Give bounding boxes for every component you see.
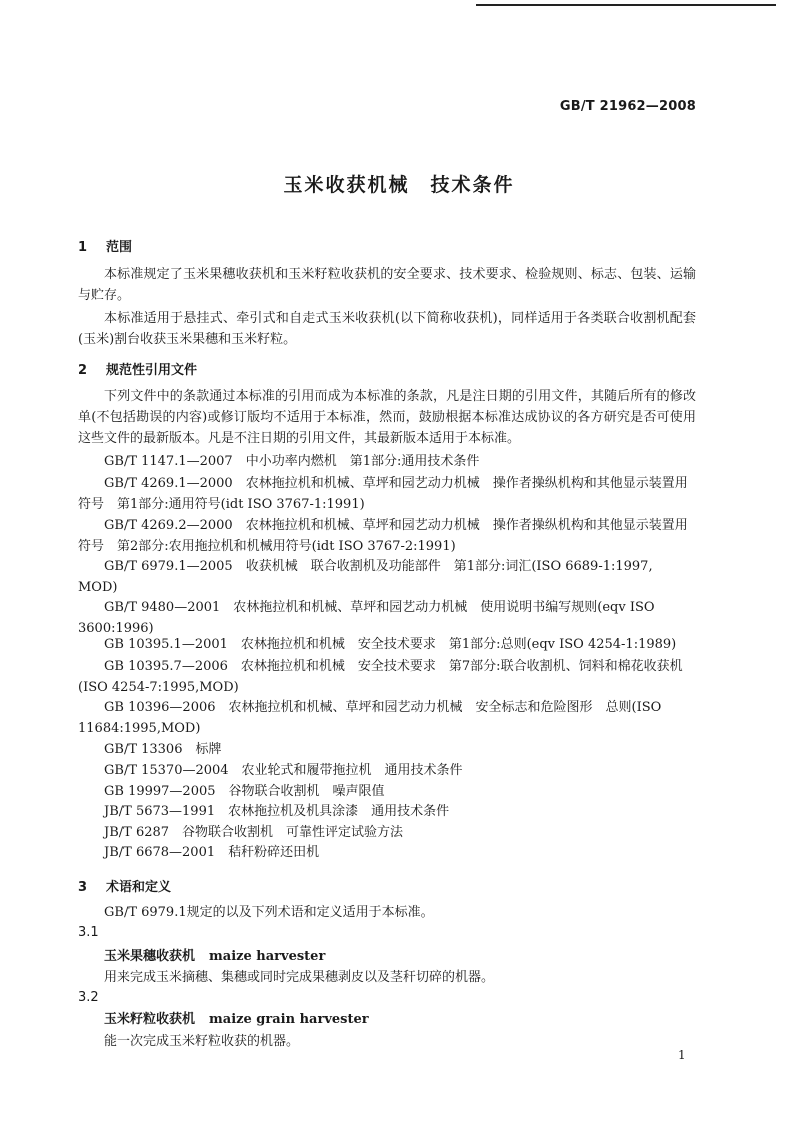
page-number: 1 [678, 1048, 686, 1062]
term-name-zh: 玉米籽粒收获机 [104, 1012, 196, 1027]
reference-item: JB/T 6678—2001 秸秆粉碎还田机 [104, 845, 320, 860]
reference-item: GB/T 4269.1—2000 农林拖拉机和机械、草坪和园艺动力机械 操作者操纵机构和其他显示装置用符号 第1部分:通用符号(idt ISO 3767-1:1991) [78, 476, 688, 512]
term-name [104, 1008, 369, 1027]
reference-item: GB/T 4269.2—2000 农林拖拉机和机械、草坪和园艺动力机械 操作者操纵机构和其他显示装置用符号 第2部分:农用拖拉机和机械用符号(idt ISO 3767-2:1991) [78, 518, 688, 554]
section-number: 3 [78, 880, 88, 895]
reference-item: GB/T 1147.1—2007 中小功率内燃机 第1部分:通用技术条件 [104, 454, 480, 469]
term-name [104, 945, 325, 964]
standard-number: GB/T 21962—2008 [559, 99, 696, 114]
term-name-en: maize grain harvester [209, 1012, 369, 1027]
reference-item: GB/T 13306 标牌 [104, 742, 222, 757]
reference-item: JB/T 6287 谷物联合收割机 可靠性评定试验方法 [104, 825, 404, 840]
scope-paragraph-2: 本标准适用于悬挂式、牵引式和自走式玉米收获机(以下简称收获机)，同样适用于各类联合收割机配套(玉米)割台收获玉米果穗和玉米籽粒。 [78, 311, 696, 347]
reference-item: GB 19997—2005 谷物联合收割机 噪声限值 [104, 784, 385, 799]
reference-item: GB/T 15370—2004 农业轮式和履带拖拉机 通用技术条件 [104, 763, 463, 778]
document-title: 玉米收获机械 技术条件 [283, 174, 515, 196]
reference-item: GB 10396—2006 农林拖拉机和机械、草坪和园艺动力机械 安全标志和危险图形 总则(ISO 11684:1995,MOD) [78, 700, 662, 736]
reference-item: GB 10395.7—2006 农林拖拉机和机械 安全技术要求 第7部分:联合收割机、饲料和棉花收获机(ISO 4254-7:1995,MOD) [78, 659, 683, 695]
reference-item: GB/T 6979.1—2005 收获机械 联合收割机及功能部件 第1部分:词汇(ISO 6689-1:1997, MOD) [78, 559, 653, 595]
section-title: 术语和定义 [106, 880, 172, 895]
section-heading-terms [78, 876, 171, 895]
reference-item: GB 10395.1—2001 农林拖拉机和机械 安全技术要求 第1部分:总则(eqv ISO 4254-1:1989) [104, 637, 677, 652]
section-number: 1 [78, 240, 88, 255]
term-definition: 能一次完成玉米籽粒收获的机器。 [104, 1034, 300, 1049]
term-number: 3.1 [78, 925, 99, 940]
reference-item: JB/T 5673—1991 农林拖拉机及机具涂漆 通用技术条件 [104, 804, 450, 819]
normative-intro: 下列文件中的条款通过本标准的引用而成为本标准的条款，凡是注日期的引用文件，其随后所有的修改单(不包括勘误的内容)或修订版均不适用于本标准，然而，鼓励根据本标准达成协议的各方研究是否可使用这些文件的最新版本。凡是不注日期的引用文件，其最新版本适用于本标准。 [78, 389, 696, 446]
section-title: 范围 [106, 240, 133, 255]
section-number: 2 [78, 363, 88, 378]
section-heading-scope [78, 236, 132, 255]
reference-item: GB/T 9480—2001 农林拖拉机和机械、草坪和园艺动力机械 使用说明书编写规则(eqv ISO 3600:1996) [78, 600, 655, 636]
section-heading-normative [78, 359, 197, 378]
term-definition: 用来完成玉米摘穗、集穗或同时完成果穗剥皮以及茎秆切碎的机器。 [104, 970, 495, 985]
section-title: 规范性引用文件 [106, 363, 198, 378]
scan-edge-line [476, 4, 776, 6]
scope-paragraph-1: 本标准规定了玉米果穗收获机和玉米籽粒收获机的安全要求、技术要求、检验规则、标志、包装、运输与贮存。 [78, 267, 696, 303]
term-name-zh: 玉米果穗收获机 [104, 949, 196, 964]
term-name-en: maize harvester [209, 949, 326, 964]
term-number: 3.2 [78, 990, 99, 1005]
terms-intro: GB/T 6979.1规定的以及下列术语和定义适用于本标准。 [104, 905, 434, 920]
